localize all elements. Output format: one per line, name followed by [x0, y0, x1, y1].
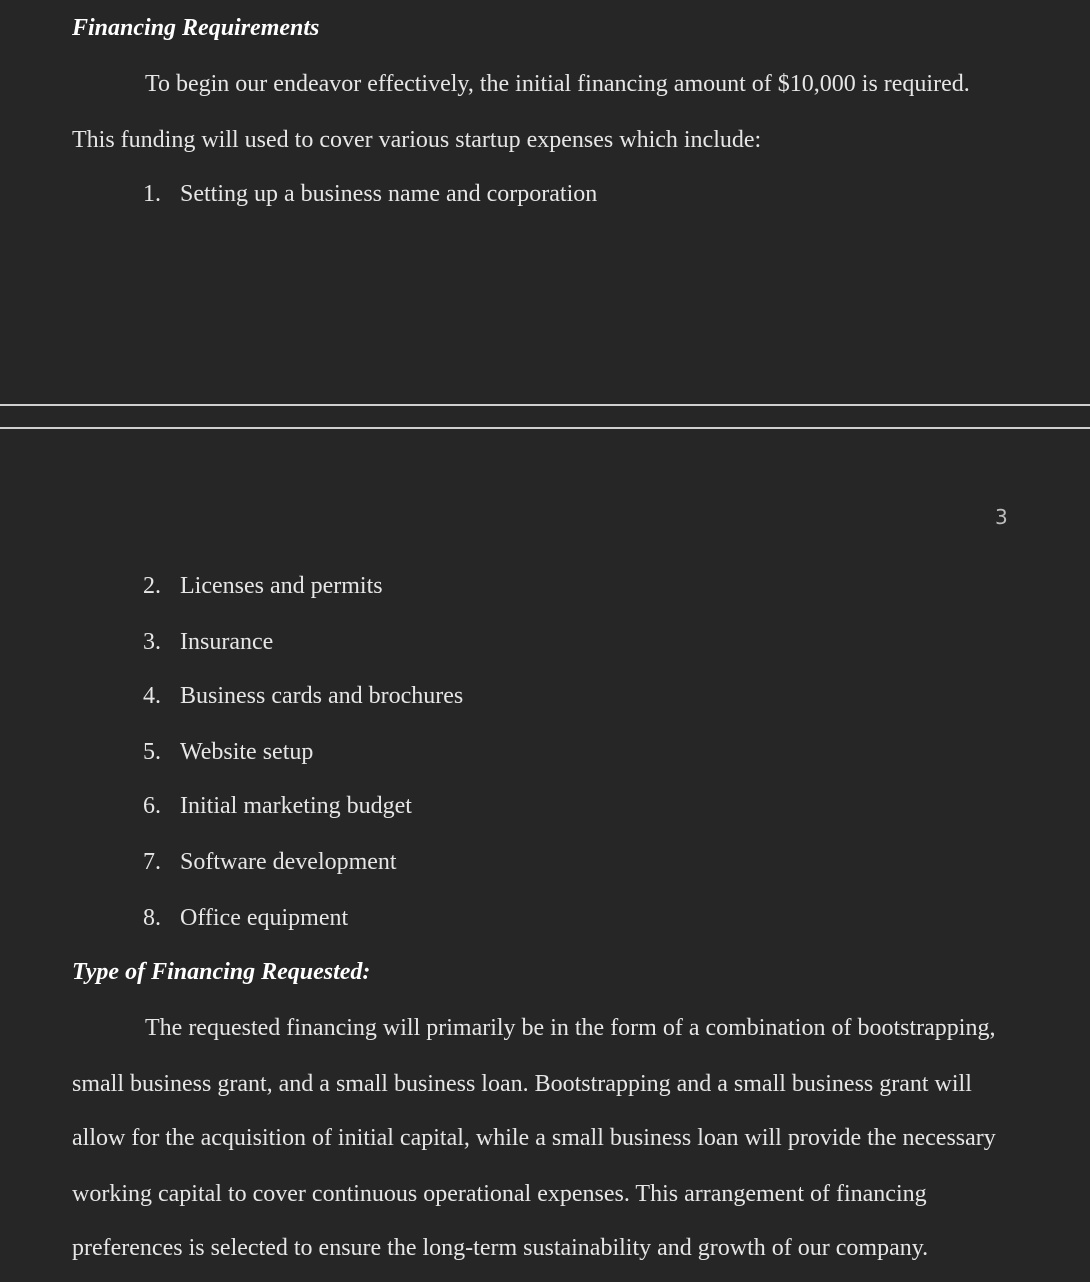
paragraph-line: To begin our endeavor effectively, the initial financing amount of $10,000 is required.	[145, 71, 970, 97]
list-number: 7.	[143, 849, 161, 875]
section-heading-financing-requirements: Financing Requirements	[72, 15, 320, 41]
paragraph-line: preferences is selected to ensure the long-term sustainability and growth of our company.	[72, 1235, 929, 1261]
list-item-text: Initial marketing budget	[180, 793, 412, 819]
section-heading-type-of-financing: Type of Financing Requested:	[72, 959, 371, 985]
list-number: 8.	[143, 905, 161, 931]
page-break-line	[0, 404, 1090, 406]
paragraph-line: small business grant, and a small business loan. Bootstrapping and a small business grant will	[72, 1071, 972, 1097]
paragraph-line: allow for the acquisition of initial capital, while a small business loan will provide the necessary	[72, 1125, 996, 1151]
paragraph-line: This funding will used to cover various startup expenses which include:	[72, 127, 762, 153]
list-number: 1.	[143, 181, 161, 207]
page-number: 3	[995, 505, 1008, 529]
list-number: 5.	[143, 739, 161, 765]
list-item-text: Software development	[180, 849, 397, 875]
page-break-line	[0, 427, 1090, 429]
list-item-text: Insurance	[180, 629, 274, 655]
list-item-text: Licenses and permits	[180, 573, 383, 599]
paragraph-line: The requested financing will primarily be in the form of a combination of bootstrapping,	[145, 1015, 996, 1041]
list-item-text: Office equipment	[180, 905, 349, 931]
list-number: 2.	[143, 573, 161, 599]
list-number: 6.	[143, 793, 161, 819]
list-number: 4.	[143, 683, 161, 709]
paragraph-line: working capital to cover continuous operational expenses. This arrangement of financing	[72, 1181, 927, 1207]
list-number: 3.	[143, 629, 161, 655]
list-item-text: Business cards and brochures	[180, 683, 464, 709]
list-item-text: Website setup	[180, 739, 314, 765]
list-item-text: Setting up a business name and corporation	[180, 181, 598, 207]
